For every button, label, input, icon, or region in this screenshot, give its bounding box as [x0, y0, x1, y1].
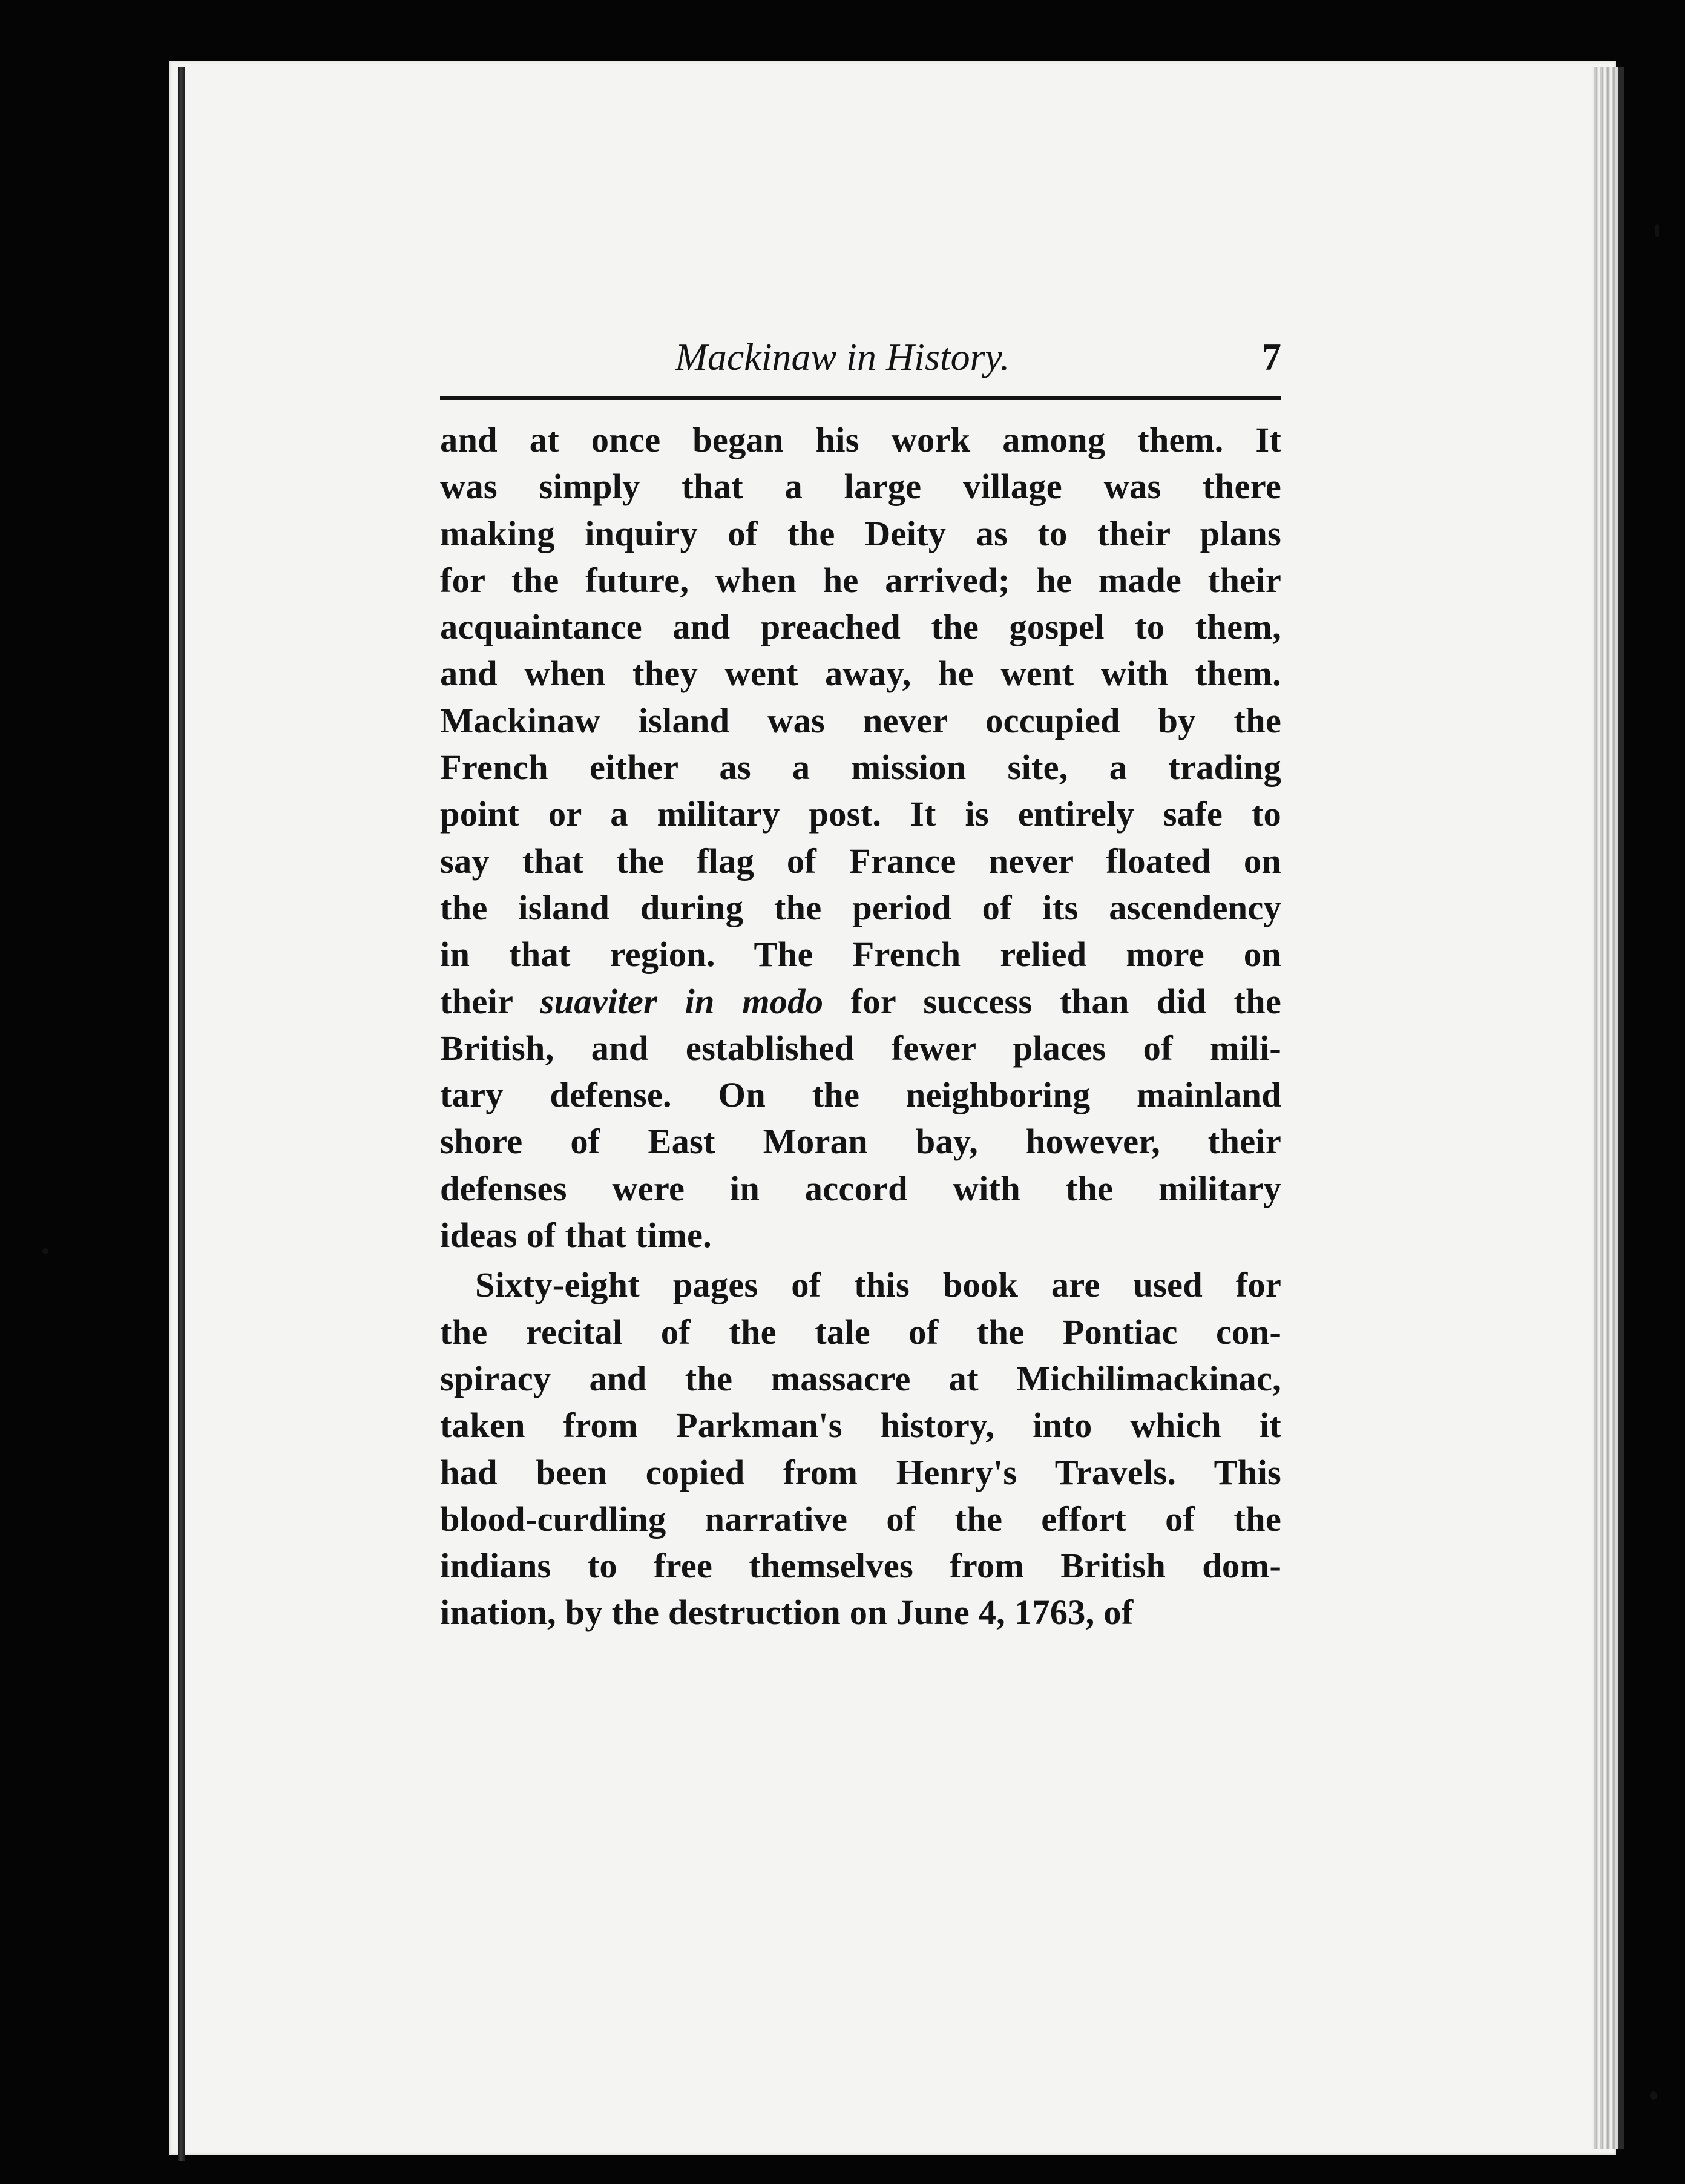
text-line: the island during the period of its ascendency — [440, 887, 1281, 927]
speck-mark — [1650, 2091, 1657, 2100]
text-line: acquaintance and preached the gospel to them, — [440, 607, 1281, 647]
page-edges — [1592, 67, 1618, 2149]
header-rule — [440, 396, 1281, 400]
text-line: and at once began his work among them. It — [440, 420, 1281, 459]
text-line: spiracy and the massacre at Michilimackinac, — [440, 1358, 1281, 1398]
text-line: their suaviter in modo for success than did the — [440, 981, 1282, 1021]
text-line: ideas of that time. — [440, 1215, 712, 1255]
text-line: French either as a mission site, a trading — [440, 748, 1281, 788]
page-edge-shadow — [1618, 67, 1624, 2149]
speck-mark — [42, 1248, 48, 1254]
text-line: defenses were in accord with the military — [440, 1168, 1281, 1208]
text-line: Sixty-eight pages of this book are used for — [475, 1265, 1281, 1305]
text-line: blood-curdling narrative of the effort of the — [440, 1499, 1281, 1539]
text-line: Mackinaw island was never occupied by the — [440, 700, 1281, 740]
text-line: indians to free themselves from British dom- — [440, 1546, 1281, 1586]
paragraph-2 — [440, 1261, 1281, 1636]
text-line: taken from Parkman's history, into which it — [440, 1406, 1281, 1446]
text-block — [440, 330, 1281, 1636]
text-line: had been copied from Henry's Travels. This — [440, 1452, 1281, 1492]
text-line: point or a military post. It is entirely safe to — [440, 794, 1281, 834]
running-head — [440, 330, 1281, 396]
italic-phrase: suaviter in modo — [540, 981, 824, 1021]
text-line: say that the flag of France never floated on — [440, 841, 1281, 881]
speck-mark — [1655, 224, 1659, 237]
text-line: making inquiry of the Deity as to their plans — [440, 513, 1281, 553]
paragraph-1 — [440, 416, 1281, 1258]
text-line: ination, by the destruction on June 4, 1763, of — [440, 1593, 1134, 1633]
text-line: tary defense. On the neighboring mainland — [440, 1075, 1281, 1115]
text-line: and when they went away, he went with them. — [440, 654, 1281, 694]
text-line: for the future, when he arrived; he made their — [440, 560, 1281, 600]
binding-gutter — [178, 67, 185, 2161]
text-line: in that region. The French relied more on — [440, 935, 1281, 975]
text-line: shore of East Moran bay, however, their — [440, 1122, 1281, 1162]
text-line: was simply that a large village was there — [440, 467, 1281, 507]
text-line: British, and established fewer places of mili- — [440, 1028, 1281, 1068]
running-title: Mackinaw in History. — [675, 335, 1010, 378]
page-number: 7 — [1262, 335, 1281, 378]
text-line: the recital of the tale of the Pontiac con- — [440, 1312, 1281, 1352]
